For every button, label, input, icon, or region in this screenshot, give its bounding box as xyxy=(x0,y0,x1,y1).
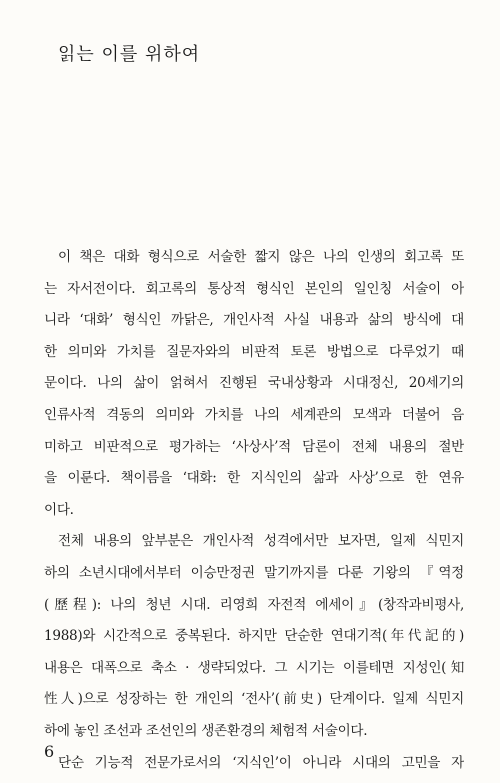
text-line: 1988)와 시간적으로 중복된다. 하지만 단순한 연대기적(年代記的) xyxy=(44,628,464,645)
text-line: (歷程): 나의 청년 시대. 리영희 자전적 에세이』(창작과비평사, xyxy=(44,596,464,613)
text-line: 인류사적 격동의 의미와 가치를 나의 세계관의 모색과 더불어 음 xyxy=(44,406,464,423)
text-line: 을 이룬다. 책이름을 ‘대화: 한 지식인의 삶과 사상’으로 한 연유 xyxy=(44,470,464,487)
body-text xyxy=(44,242,464,779)
section-heading: 읽는 이를 위하여 xyxy=(58,44,201,65)
text-line: 하의 소년시대에서부터 이승만정권 말기까지를 다룬 기왕의 『역정 xyxy=(44,564,464,581)
text-line: 는 자서전이다. 회고록의 통상적 형식인 본인의 일인칭 서술이 아 xyxy=(44,280,464,297)
text-line: 문이다. 나의 삶이 얽혀서 진행된 국내상황과 시대정신, 20세기의 xyxy=(44,375,464,392)
text-line: 性人)으로 성장하는 한 개인의 ‘전사’(前史) 단계이다. 일제 식민지 xyxy=(44,691,464,708)
text-line: 니라 ‘대화’ 형식인 까닭은, 개인사적 사실 내용과 삶의 방식에 대 xyxy=(44,312,464,329)
text-line: 이 책은 대화 형식으로 서술한 짧지 않은 나의 인생의 회고록 또 xyxy=(58,249,464,265)
text-line: 전체 내용의 앞부분은 개인사적 성격에서만 보자면, 일제 식민지 xyxy=(58,533,464,550)
text-line: 단순 기능적 전문가로서의 ‘지식인’이 아니라 시대의 고민을 자 xyxy=(58,754,464,771)
text-line: 한 의미와 가치를 질문자와의 비판적 토론 방법으로 다루었기 때 xyxy=(44,343,464,360)
text-line: 이다. xyxy=(44,501,74,518)
text-line: 미하고 비판적으로 평가하는 ‘사상사’적 담론이 전체 내용의 절반 xyxy=(44,438,464,455)
text-line: 내용은 대폭으로 축소 · 생략되었다. 그 시기는 이를테면 지성인(知 xyxy=(44,659,464,676)
page-number: 6 xyxy=(44,742,55,761)
text-line: 하에 놓인 조선과 조선인의 생존환경의 체험적 서술이다. xyxy=(44,722,368,739)
